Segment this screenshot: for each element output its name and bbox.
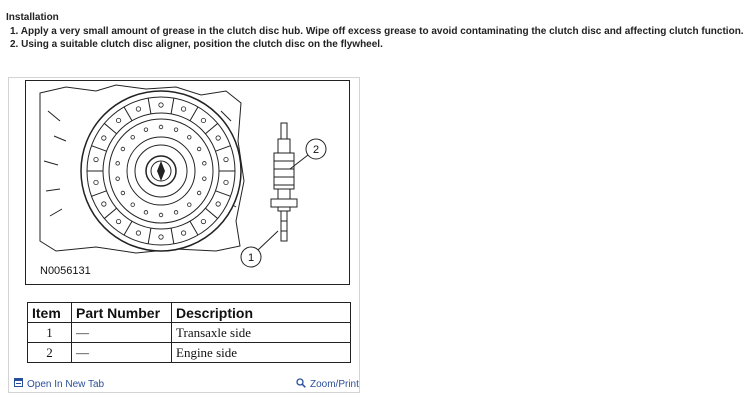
callout-1: 1 — [247, 252, 255, 264]
cell-description: Transaxle side — [172, 323, 351, 343]
open-new-tab-link[interactable] — [14, 378, 104, 390]
table-header-row — [28, 303, 351, 323]
step-2: 2. Using a suitable clutch disc aligner, position the clutch disc on the flywheel. — [10, 39, 383, 50]
parts-table — [27, 302, 351, 363]
callout-2: 2 — [312, 144, 320, 156]
col-part-number: Part Number — [72, 303, 172, 323]
instruction-steps — [10, 25, 744, 51]
cell-description: Engine side — [172, 343, 351, 363]
zoom-print-link[interactable] — [296, 378, 359, 391]
col-item: Item — [28, 303, 72, 323]
cell-item: 1 — [28, 323, 72, 343]
col-description: Description — [172, 303, 351, 323]
cell-part-number: — — [72, 323, 172, 343]
clutch-illustration — [25, 80, 350, 285]
figure-id: N0056131 — [40, 265, 91, 277]
clutch-drawing — [26, 81, 348, 283]
section-heading: Installation — [6, 12, 59, 23]
table-row — [28, 323, 351, 343]
cell-part-number: — — [72, 343, 172, 363]
external-window-icon — [14, 378, 23, 390]
magnifier-icon — [296, 378, 306, 391]
open-new-tab-label: Open In New Tab — [27, 378, 105, 390]
zoom-print-label: Zoom/Print — [310, 379, 359, 390]
cell-item: 2 — [28, 343, 72, 363]
table-row — [28, 343, 351, 363]
step-1: 1. Apply a very small amount of grease in the clutch disc hub. Wipe off excess grease to avoid contaminating the clutch disc and affecting clutch function. — [10, 26, 744, 37]
